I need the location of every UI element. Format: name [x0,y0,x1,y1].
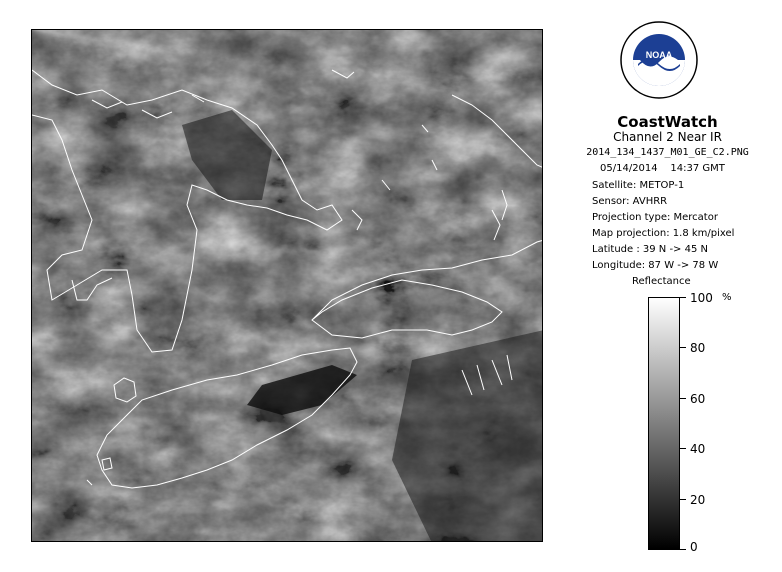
colorbar-tick [680,499,686,500]
colorbar-tick-label: 80 [690,341,706,355]
map-projection-info: Map projection: 1.8 km/pixel [592,228,735,239]
colorbar-tick [680,448,686,449]
satellite-info: Satellite: METOP-1 [592,180,685,191]
noaa-logo [618,18,700,110]
longitude-info: Longitude: 87 W -> 78 W [592,260,719,271]
reflectance-colorbar [648,297,680,550]
colorbar-tick [680,347,686,348]
colorbar-tick-label: 0 [690,540,698,554]
date-value: 05/14/2014 [600,163,658,174]
date-time-line [600,163,725,174]
colorbar-tick-label: 20 [690,493,706,507]
colorbar-tick [680,549,686,550]
colorbar-tick [680,398,686,399]
projection-type-info: Projection type: Mercator [592,212,718,223]
logo-center-text: NOAA [645,50,673,60]
colorbar-tick-label: 100 [690,291,713,305]
colorbar-tick-label: 40 [690,442,706,456]
time-value: 14:37 GMT [670,163,725,174]
colorbar-tick [680,297,686,298]
channel-title: Channel 2 Near IR [613,130,722,144]
image-filename: 2014_134_1437_M01_GE_C2.PNG [586,147,749,158]
brand-title: CoastWatch [617,113,718,131]
sensor-info: Sensor: AVHRR [592,196,668,207]
latitude-info: Latitude : 39 N -> 45 N [592,244,708,255]
colorbar-unit: % [722,292,732,303]
colorbar-tick-label: 60 [690,392,706,406]
colorbar-title: Reflectance [632,276,691,287]
satellite-image [31,29,543,542]
